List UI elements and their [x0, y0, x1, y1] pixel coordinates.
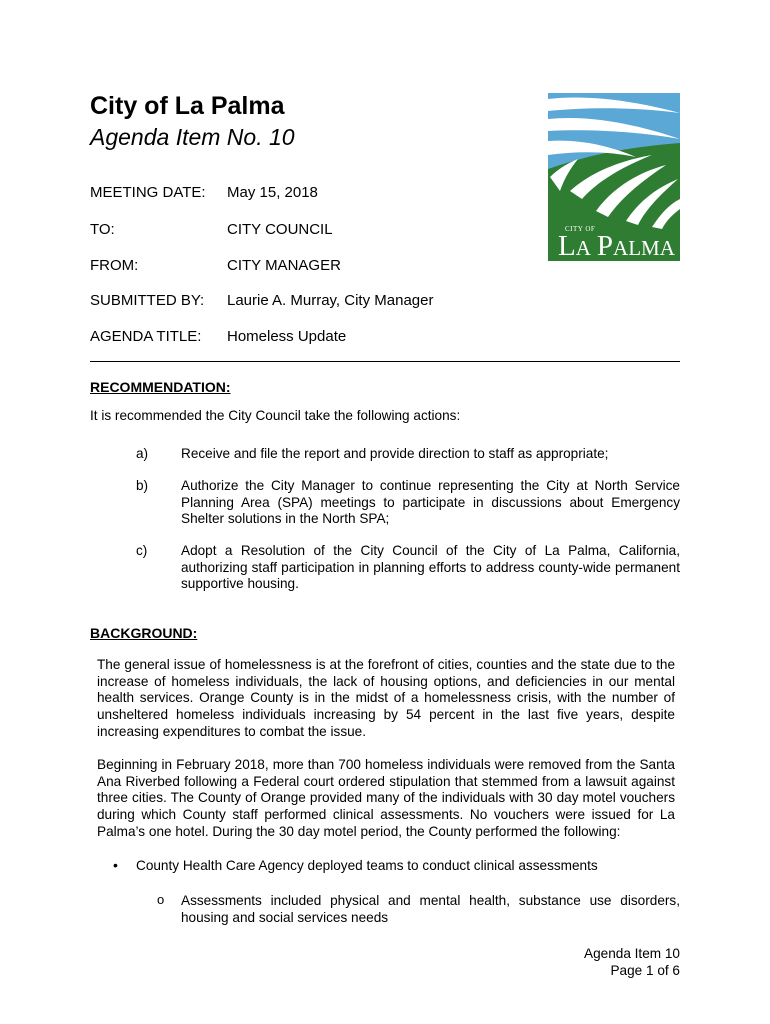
submitted-by-value: Laurie A. Murray, City Manager — [227, 292, 434, 309]
agenda-title-label: AGENDA TITLE: — [90, 328, 202, 345]
bullet-icon: • — [113, 857, 118, 873]
bullet-text: County Health Care Agency deployed teams to conduct clinical assessments — [136, 858, 598, 873]
agenda-title-value: Homeless Update — [227, 328, 347, 345]
background-paragraph-2: Beginning in February 2018, more than 700 homeless individuals were removed from the Santa Ana Riverbed following a Federal court ordered stipulation that stemmed from a lawsuit against three cities. The County of Orange provided many of the individuals with 30 day motel vouchers during which County staff performed clinical assessments. No vouchers were issued for La Palma’s one hotel. During the 30 day motel period, the County performed the following: — [97, 757, 675, 839]
circle-bullet-icon: o — [157, 892, 165, 907]
logo-city-of: CITY OF — [565, 225, 596, 233]
header-divider — [90, 361, 680, 362]
background-heading: BACKGROUND: — [90, 625, 198, 641]
to-label: TO: — [90, 221, 115, 238]
recommendation-item-text: Adopt a Resolution of the City Council of the City of La Palma, California, authorizing staff participation in planning efforts to address county-wide permanent supportive housing. — [181, 543, 680, 591]
meeting-date-value: May 15, 2018 — [227, 184, 318, 201]
submitted-by-label: SUBMITTED BY: — [90, 292, 205, 309]
recommendation-item-text: Receive and file the report and provide direction to staff as appropriate; — [181, 446, 609, 461]
from-value: CITY MANAGER — [227, 257, 341, 274]
recommendation-heading: RECOMMENDATION: — [90, 379, 231, 395]
city-logo — [548, 93, 680, 261]
to-value: CITY COUNCIL — [227, 221, 333, 238]
page-title: City of La Palma — [90, 92, 285, 120]
page-footer — [584, 945, 680, 979]
recommendation-item-letter: b) — [136, 478, 149, 493]
footer-page-number: Page 1 of 6 — [610, 963, 680, 978]
agenda-item-subtitle: Agenda Item No. 10 — [90, 124, 295, 150]
recommendation-item-text: Authorize the City Manager to continue representing the City at North Service Planning Area (SPA) meetings to participate in discussions about Emergency Shelter solutions in the North SPA; — [181, 478, 680, 526]
meeting-date-label: MEETING DATE: — [90, 184, 206, 201]
recommendation-intro: It is recommended the City Council take the following actions: — [90, 408, 461, 423]
background-paragraph-1: The general issue of homelessness is at the forefront of cities, counties and the state due to the increase of homeless individuals, the lack of housing options, and deficiencies in our mental health services. Orange County is in the midst of a homelessness crisis, with the number of unsheltered homeless individuals increasing by 54 percent in the last five years, despite increasing expenditures to combat the issue. — [97, 657, 675, 739]
sub-bullet-text: Assessments included physical and mental health, substance use disorders, housing and social services needs — [181, 893, 680, 925]
logo-la-palma: LA PALMA — [558, 230, 675, 261]
recommendation-item-letter: a) — [136, 446, 149, 461]
from-label: FROM: — [90, 257, 139, 274]
footer-agenda-item: Agenda Item 10 — [584, 946, 680, 961]
recommendation-item-letter: c) — [136, 543, 148, 558]
